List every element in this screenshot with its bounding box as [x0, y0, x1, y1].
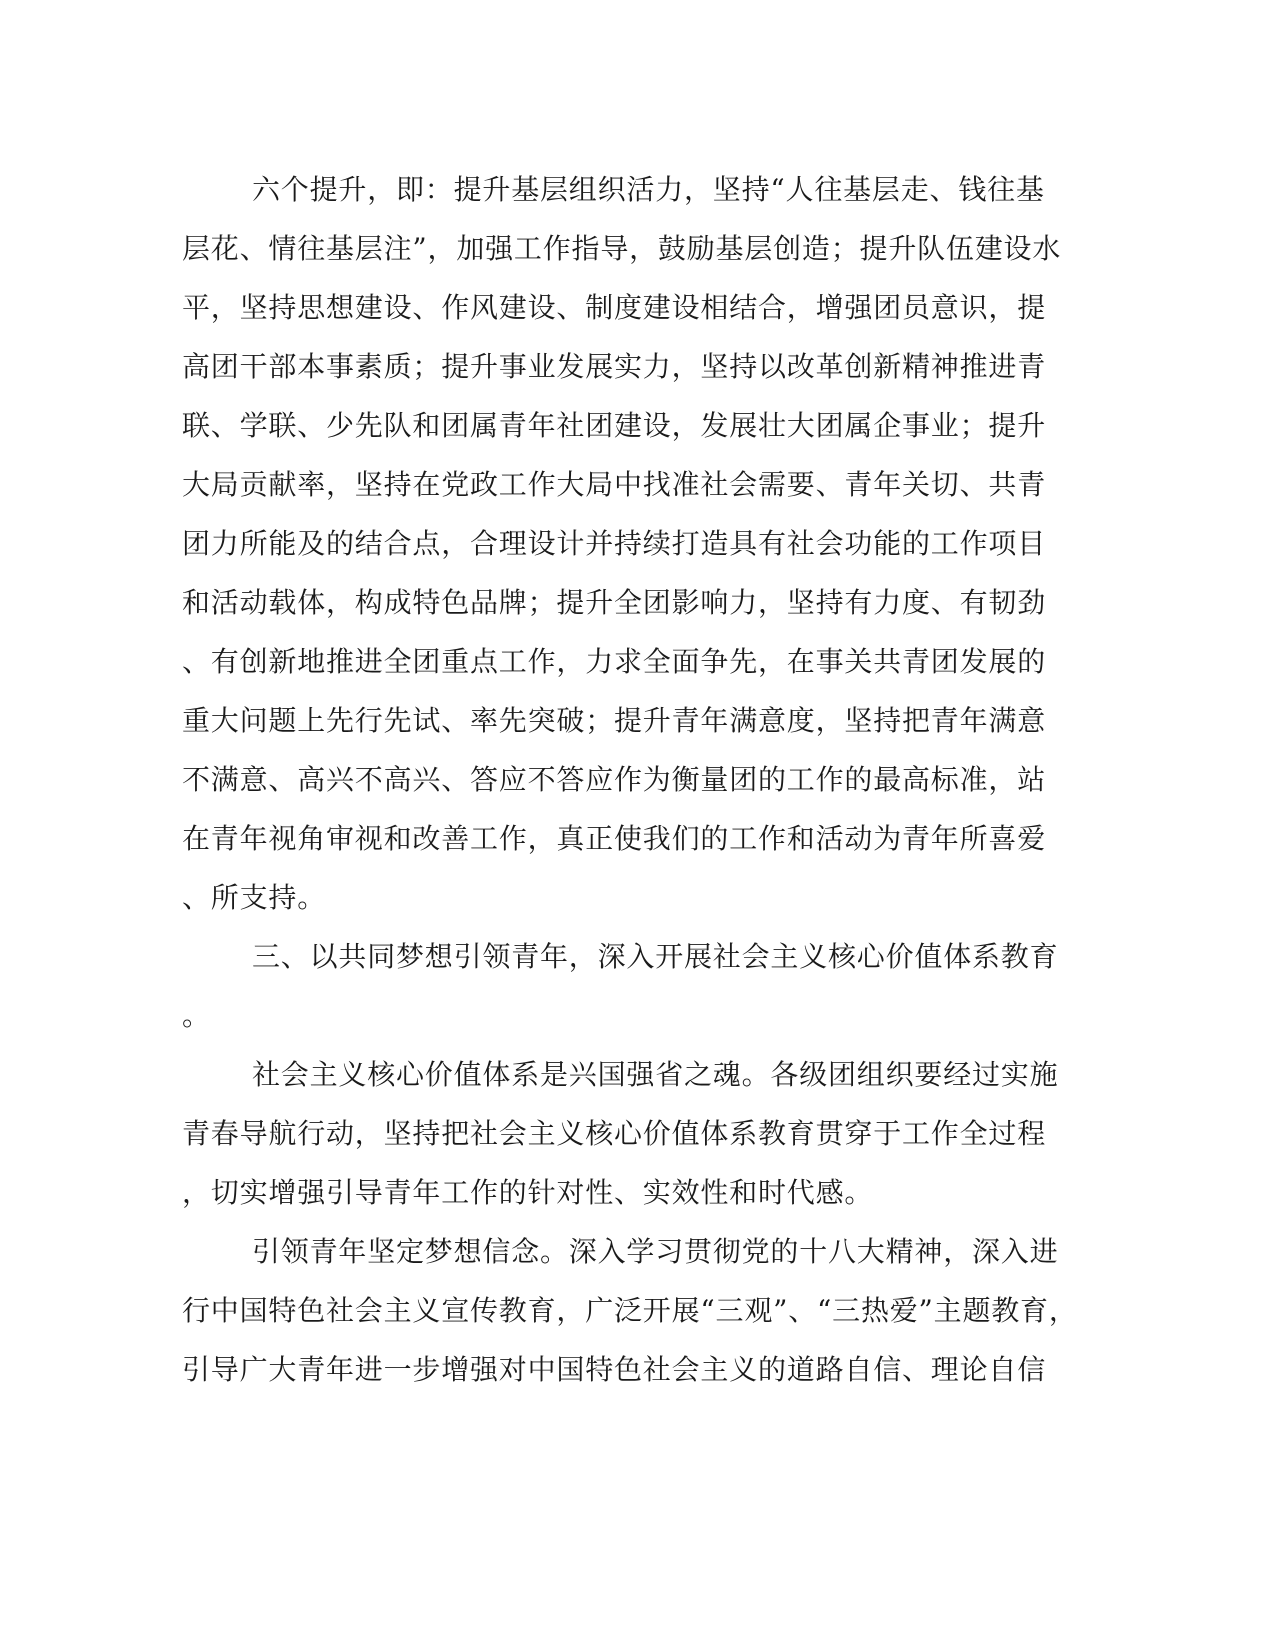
text-line: 引导广大青年进一步增强对中国特色社会主义的道路自信、理论自信: [182, 1353, 1047, 1386]
heading-line: 。: [182, 999, 211, 1032]
text-line: 社会主义核心价值体系是兴国强省之魂。各级团组织要经过实施: [252, 1058, 1059, 1091]
text-line: 、有创新地推进全团重点工作，力求全面争先，在事关共青团发展的: [182, 645, 1047, 678]
text-line: 青春导航行动，坚持把社会主义核心价值体系教育贯穿于工作全过程: [182, 1117, 1047, 1150]
text-line: 不满意、高兴不高兴、答应不答应作为衡量团的工作的最高标准，站: [182, 763, 1047, 796]
text-line: 六个提升，即：提升基层组织活力，坚持“人往基层走、钱往基: [252, 173, 1045, 206]
text-line: 团力所能及的结合点，合理设计并持续打造具有社会功能的工作项目: [182, 527, 1047, 560]
text-line: 引领青年坚定梦想信念。深入学习贯彻党的十八大精神，深入进: [252, 1235, 1059, 1268]
text-line: 高团干部本事素质；提升事业发展实力，坚持以改革创新精神推进青: [182, 350, 1047, 383]
heading-line: 三、以共同梦想引领青年，深入开展社会主义核心价值体系教育: [252, 940, 1059, 973]
text-line: 和活动载体，构成特色品牌；提升全团影响力，坚持有力度、有韧劲: [182, 586, 1047, 619]
text-line: 大局贡献率，坚持在党政工作大局中找准社会需要、青年关切、共青: [182, 468, 1047, 501]
text-line: 行中国特色社会主义宣传教育，广泛开展“三观”、“三热爱”主题教育，: [182, 1294, 1078, 1327]
paragraph-six-improvements: [182, 160, 1062, 927]
text-line: ，切实增强引导青年工作的针对性、实效性和时代感。: [182, 1176, 874, 1209]
text-line: 层花、情往基层注”，加强工作指导，鼓励基层创造；提升队伍建设水: [182, 232, 1062, 265]
paragraph-core-values: [182, 1045, 1059, 1222]
body-text: [182, 160, 1078, 1399]
text-line: 平，坚持思想建设、作风建设、制度建设相结合，增强团员意识，提: [182, 291, 1047, 324]
section-heading-three: [182, 927, 1059, 1045]
paragraph-dream-belief: [182, 1222, 1078, 1399]
text-line: 联、学联、少先队和团属青年社团建设，发展壮大团属企事业；提升: [182, 409, 1047, 442]
text-line: 、所支持。: [182, 881, 327, 914]
text-line: 重大问题上先行先试、率先突破；提升青年满意度，坚持把青年满意: [182, 704, 1047, 737]
text-line: 在青年视角审视和改善工作，真正使我们的工作和活动为青年所喜爱: [182, 822, 1047, 855]
